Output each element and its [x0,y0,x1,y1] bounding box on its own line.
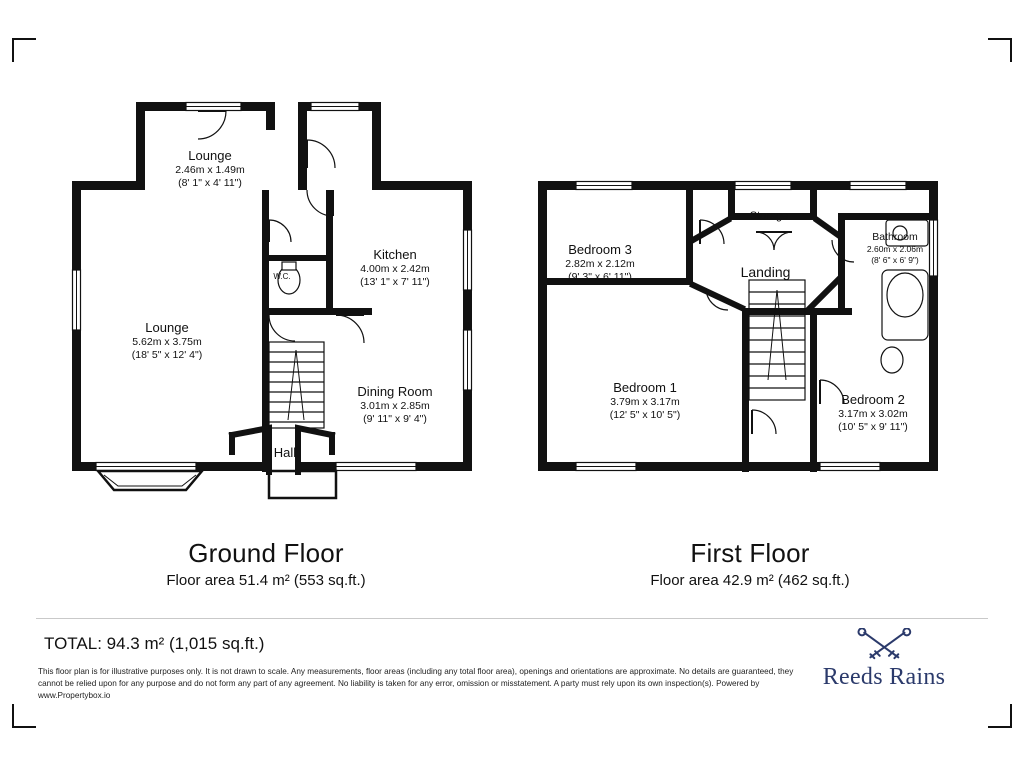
first-floor-title: First Floor [690,538,810,568]
crop-mark-top-right [988,38,1012,62]
room-label-bedroom-3: Bedroom 3 2.82m x 2.12m (9' 3" x 6' 11") [565,242,635,284]
ground-floor-diagram [36,80,506,520]
room-label-wc: W.C. [273,272,291,281]
room-label-dining-room: Dining Room 3.01m x 2.85m (9' 11" x 9' 4") [357,384,433,426]
crop-mark-bottom-right [988,704,1012,728]
crossed-keys-icon [838,628,931,662]
crop-mark-bottom-left [12,704,36,728]
disclaimer-text: This floor plan is for illustrative purposes only. It is not drawn to scale. Any measurements, floor areas (including any total floor area), openings and orientations are approximate. No details are guaranteed, they cannot be relied upon for any purpose and do not form any part of any agreement. No liability is taken for any error, omission or misstatement. A party must rely upon its own inspection(s). Powered by www.Propertybox.io [38,667,794,700]
room-label-bathroom: Bathroom 2.60m x 2.06m (8' 6" x 6' 9") [866,231,924,265]
first-floor-diagram [520,80,990,520]
room-label-bedroom-1: Bedroom 1 3.79m x 3.17m (12' 5" x 10' 5") [609,380,681,422]
first-floor-area: Floor area 42.9 m² (462 sq.ft.) [650,572,850,589]
room-label-landing: Landing [740,264,791,280]
room-label-bedroom-2: Bedroom 2 3.17m x 3.02m (10' 5" x 9' 11") [838,392,908,434]
room-label-hall: Hall [273,445,297,460]
room-label-storage: Storage [749,210,789,222]
ground-floor-area: Floor area 51.4 m² (553 sq.ft.) [166,572,366,589]
ground-floor-title: Ground Floor [188,538,344,568]
room-label-lounge-small: Lounge 2.46m x 1.49m (8' 1" x 4' 11") [175,148,245,190]
room-label-lounge-main: Lounge 5.62m x 3.75m (18' 5" x 12' 4") [131,320,203,362]
crop-mark-top-left [12,38,36,62]
brand-name: Reeds Rains [822,664,946,690]
brand-logo [784,628,984,691]
total-area-text: TOTAL: 94.3 m² (1,015 sq.ft.) [44,634,265,653]
room-label-kitchen: Kitchen 4.00m x 2.42m (13' 1" x 7' 11") [360,247,430,289]
footer-divider [36,618,988,619]
